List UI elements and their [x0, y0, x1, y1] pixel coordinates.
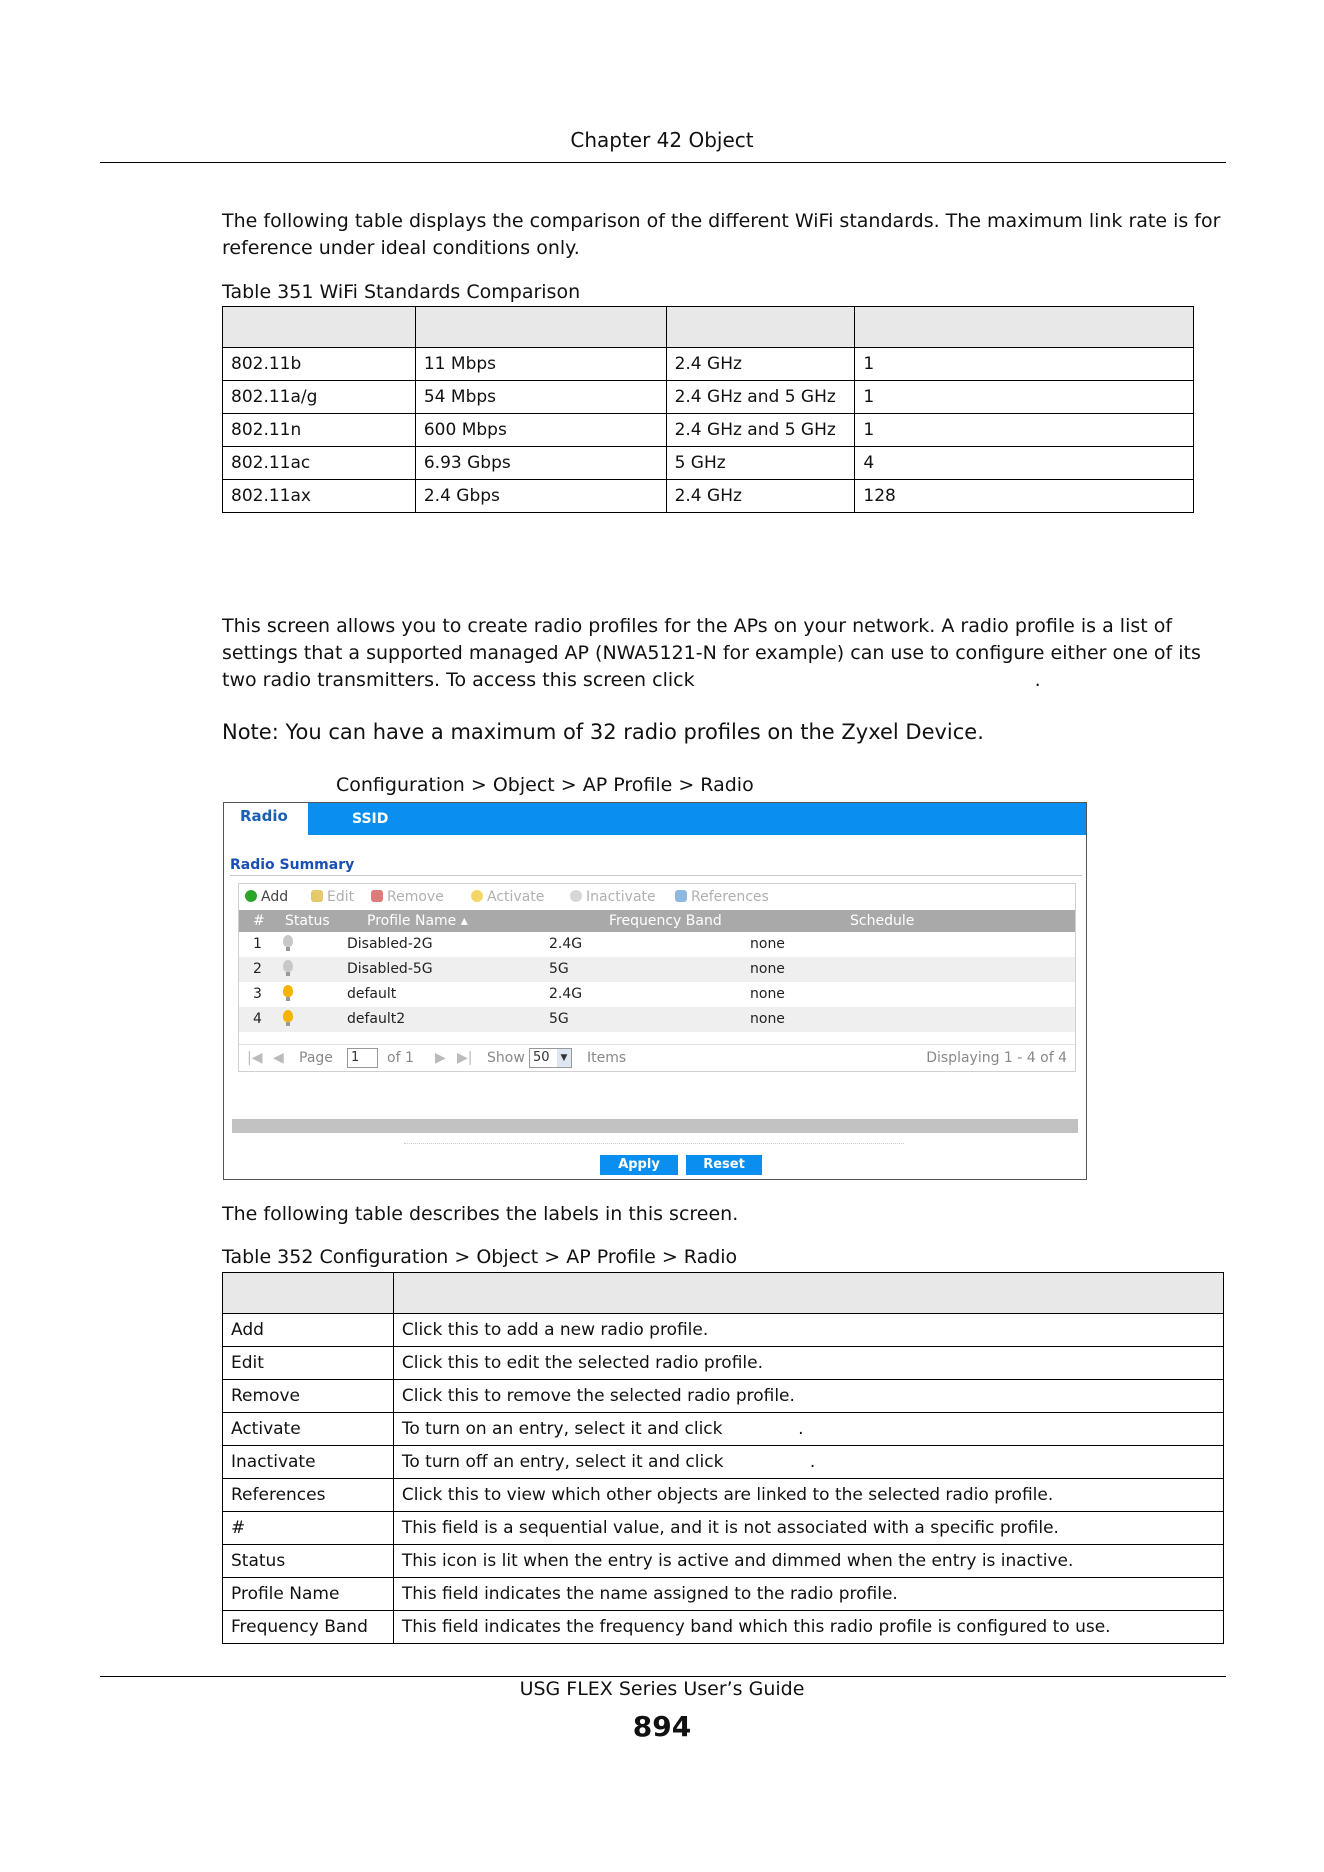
table-352-caption: Table 352 Configuration > Object > AP Profile > Radio — [222, 1246, 738, 1268]
remove-button[interactable]: Remove — [371, 889, 444, 905]
radio-summary-title: Radio Summary — [230, 857, 355, 873]
table-cell: 4 — [855, 447, 1194, 480]
label-cell: Status — [223, 1545, 394, 1578]
table-row — [223, 1578, 1224, 1611]
page-label: Page — [299, 1050, 333, 1066]
description-cell: This icon is lit when the entry is active and dimmed when the entry is inactive. — [393, 1545, 1223, 1578]
schedule: none — [750, 936, 785, 952]
items-label: Items — [587, 1050, 627, 1066]
frequency-band: 2.4G — [549, 936, 583, 952]
table-row — [223, 447, 1194, 480]
table-351-caption: Table 351 WiFi Standards Comparison — [222, 281, 581, 303]
table-row — [223, 1545, 1224, 1578]
intro-paragraph-2-end: . — [1034, 669, 1041, 691]
description-cell: Click this to edit the selected radio profile. — [393, 1347, 1223, 1380]
schedule: none — [750, 986, 785, 1002]
table-row — [223, 1347, 1224, 1380]
description-cell: Click this to remove the selected radio profile. — [393, 1380, 1223, 1413]
show-label: Show — [487, 1050, 525, 1066]
table-cell: 802.11n — [223, 414, 416, 447]
profile-name: default — [347, 986, 397, 1002]
toolbar — [239, 884, 1075, 910]
table-cell: 2.4 GHz and 5 GHz — [666, 414, 855, 447]
first-page-icon[interactable]: |◀ — [247, 1050, 263, 1066]
page-input[interactable]: 1 — [347, 1048, 378, 1068]
table-cell: 600 Mbps — [415, 414, 666, 447]
footer-rule — [100, 1676, 1226, 1677]
figure-caption: Configuration > Object > AP Profile > Radio — [336, 774, 754, 796]
table-cell: 1 — [855, 381, 1194, 414]
label-cell: Edit — [223, 1347, 394, 1380]
table-header-row — [223, 1273, 1224, 1314]
table-cell: 128 — [855, 480, 1194, 513]
description-cell: This field is a sequential value, and it is not associated with a specific profile. — [393, 1512, 1223, 1545]
radio-screen — [223, 802, 1087, 1180]
table-cell: 2.4 GHz — [666, 348, 855, 381]
chapter-header: Chapter 42 Object — [570, 128, 754, 152]
inactivate-button[interactable]: Inactivate — [570, 889, 656, 905]
column-schedule[interactable]: Schedule — [850, 913, 915, 929]
dotted-divider — [404, 1143, 904, 1144]
column-frequency-band[interactable]: Frequency Band — [609, 913, 722, 929]
frequency-band: 5G — [549, 961, 569, 977]
table-row — [223, 1611, 1224, 1644]
column-profile-name[interactable]: Profile Name ▴ — [367, 913, 468, 929]
description-cell: Click this to add a new radio profile. — [393, 1314, 1223, 1347]
apply-button[interactable]: Apply — [600, 1155, 678, 1175]
bulb-off-icon — [283, 935, 293, 947]
radio-profile-row[interactable] — [239, 957, 1075, 982]
reset-button[interactable]: Reset — [686, 1155, 762, 1175]
gray-divider-bar — [232, 1119, 1078, 1133]
label-cell: Frequency Band — [223, 1611, 394, 1644]
bulb-on-icon — [471, 890, 483, 902]
table-row — [223, 348, 1194, 381]
frequency-band: 5G — [549, 1011, 569, 1027]
frequency-band: 2.4G — [549, 986, 583, 1002]
table-row — [223, 381, 1194, 414]
row-number: 3 — [253, 986, 262, 1002]
label-cell: Inactivate — [223, 1446, 394, 1479]
radio-profile-grid — [238, 883, 1076, 1072]
last-page-icon[interactable]: ▶| — [457, 1050, 473, 1066]
tab-ssid[interactable]: SSID — [352, 811, 389, 827]
section-divider — [230, 875, 1082, 876]
table-cell: 2.4 GHz and 5 GHz — [666, 381, 855, 414]
radio-profile-row[interactable] — [239, 932, 1075, 957]
next-page-icon[interactable]: ▶ — [435, 1050, 446, 1066]
column-status[interactable]: Status — [285, 913, 330, 929]
footer-guide-title: USG FLEX Series User’s Guide — [519, 1678, 805, 1700]
header-rule — [100, 162, 1226, 163]
table-cell: 6.93 Gbps — [415, 447, 666, 480]
label-cell: Add — [223, 1314, 394, 1347]
references-button[interactable]: References — [675, 889, 769, 905]
table-cell: 802.11ac — [223, 447, 416, 480]
table-row — [223, 1479, 1224, 1512]
table-cell: 1 — [855, 348, 1194, 381]
table-row — [223, 414, 1194, 447]
description-cell: To turn on an entry, select it and click . — [393, 1413, 1223, 1446]
edit-icon — [311, 890, 323, 902]
schedule: none — [750, 1011, 785, 1027]
column-number[interactable]: # — [253, 913, 265, 929]
table-row — [223, 1380, 1224, 1413]
tab-radio[interactable]: Radio — [224, 803, 308, 835]
table-row — [223, 1314, 1224, 1347]
tab-bar — [224, 803, 1086, 835]
intro-paragraph-2 — [222, 613, 1232, 694]
label-cell: Remove — [223, 1380, 394, 1413]
label-cell: Profile Name — [223, 1578, 394, 1611]
radio-profile-row[interactable] — [239, 982, 1075, 1007]
row-number: 1 — [253, 936, 262, 952]
schedule: none — [750, 961, 785, 977]
description-cell: Click this to view which other objects are linked to the selected radio profile. — [393, 1479, 1223, 1512]
table-row — [223, 1413, 1224, 1446]
table-header-row — [223, 307, 1194, 348]
profile-name: Disabled-2G — [347, 936, 433, 952]
intro-paragraph-1: The following table displays the comparison of the different WiFi standards. The maximum link rate is for reference under ideal conditions only. — [222, 210, 1221, 259]
add-icon — [245, 890, 257, 902]
table-cell: 2.4 Gbps — [415, 480, 666, 513]
table-cell: 11 Mbps — [415, 348, 666, 381]
activate-button[interactable]: Activate — [471, 889, 544, 905]
bulb-off-icon — [570, 890, 582, 902]
trash-icon — [371, 890, 383, 902]
chevron-down-icon: ▼ — [557, 1049, 571, 1067]
page-count: of 1 — [387, 1050, 414, 1066]
page-number: 894 — [632, 1710, 692, 1743]
bulb-on-icon — [283, 1010, 293, 1022]
profile-name: Disabled-5G — [347, 961, 433, 977]
label-cell: Activate — [223, 1413, 394, 1446]
label-cell: # — [223, 1512, 394, 1545]
intro-paragraph-2-text: This screen allows you to create radio profiles for the APs on your network. A radio profile is a list of settings that a supported managed AP (NWA5121-N for example) can use to configure either one of its two radio transmitters. To access this screen click — [222, 615, 1201, 691]
table-cell: 1 — [855, 414, 1194, 447]
page-size-select[interactable]: 50 ▼ — [529, 1048, 572, 1068]
prev-page-icon[interactable]: ◀ — [273, 1050, 284, 1066]
table-cell: 2.4 GHz — [666, 480, 855, 513]
note: Note: You can have a maximum of 32 radio profiles on the Zyxel Device. — [222, 720, 984, 744]
grid-header — [239, 910, 1075, 932]
description-cell: This field indicates the frequency band which this radio profile is configured to use. — [393, 1611, 1223, 1644]
bulb-off-icon — [283, 960, 293, 972]
table-cell: 54 Mbps — [415, 381, 666, 414]
references-icon — [675, 890, 687, 902]
table-row — [223, 1446, 1224, 1479]
labels-table — [222, 1272, 1224, 1644]
table-row — [223, 480, 1194, 513]
table-cell: 802.11ax — [223, 480, 416, 513]
wifi-standards-table — [222, 306, 1194, 513]
table-cell: 802.11b — [223, 348, 416, 381]
row-number: 4 — [253, 1011, 262, 1027]
table-cell: 5 GHz — [666, 447, 855, 480]
bulb-on-icon — [283, 985, 293, 997]
pager — [239, 1044, 1075, 1071]
label-cell: References — [223, 1479, 394, 1512]
intro-paragraph-3: The following table describes the labels in this screen. — [222, 1203, 739, 1225]
table-cell: 802.11a/g — [223, 381, 416, 414]
description-cell: To turn off an entry, select it and click . — [393, 1446, 1223, 1479]
edit-button[interactable]: Edit — [311, 889, 354, 905]
profile-name: default2 — [347, 1011, 406, 1027]
displaying-count: Displaying 1 - 4 of 4 — [926, 1050, 1067, 1066]
description-cell: This field indicates the name assigned to the radio profile. — [393, 1578, 1223, 1611]
row-number: 2 — [253, 961, 262, 977]
radio-profile-row[interactable] — [239, 1007, 1075, 1032]
add-button[interactable]: Add — [245, 889, 288, 905]
table-row — [223, 1512, 1224, 1545]
